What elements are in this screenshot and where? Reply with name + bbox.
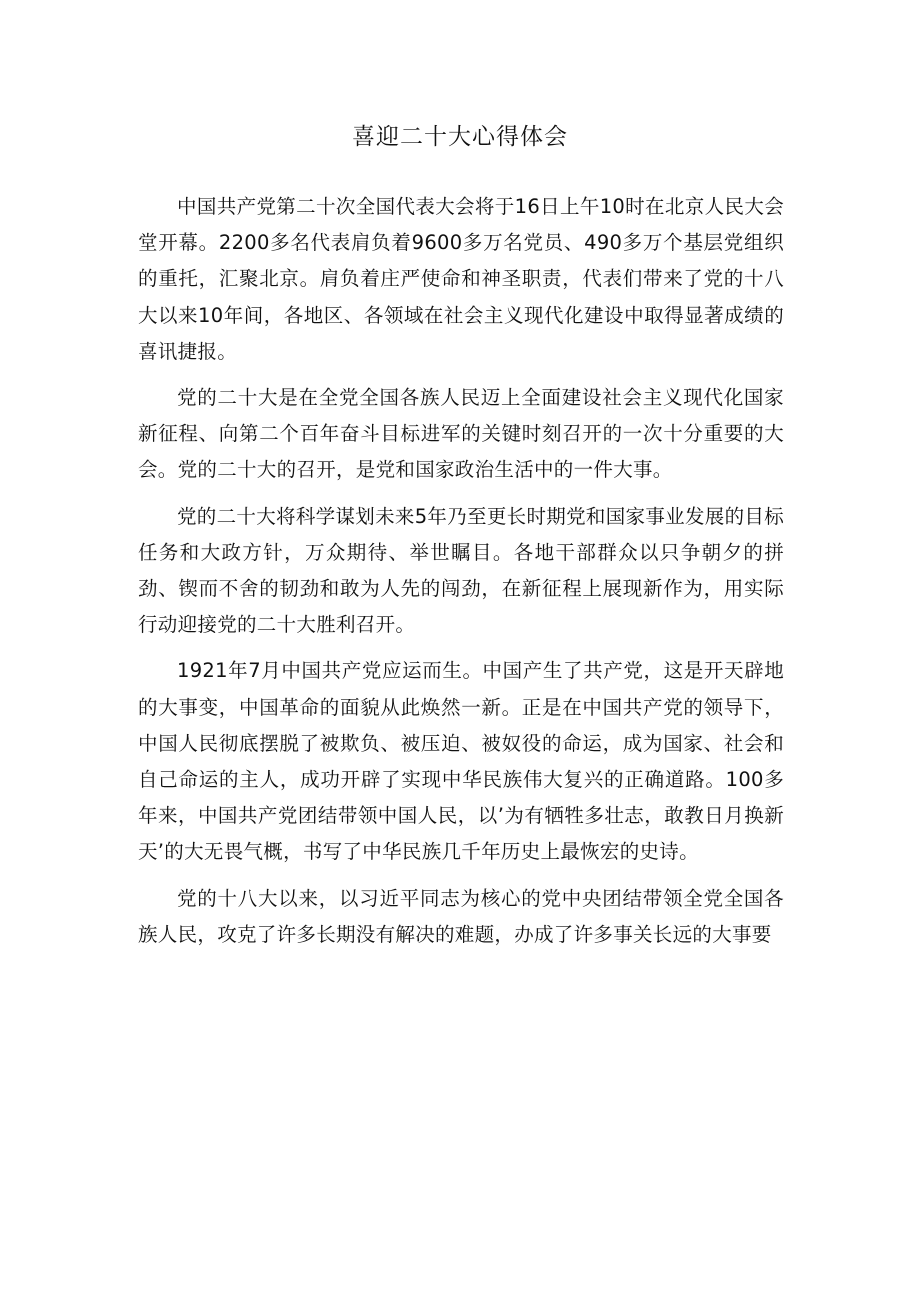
paragraph-1: 中国共产党第二十次全国代表大会将于16日上午10时在北京人民大会堂开幕。2200多名代表肩负着9600多万名党员、490多万个基层党组织的重托，汇聚北京。肩负着庄严使命和神圣职责，代表们带来了党的十八大以来10年间，各地区、各领域在社会主义现代化建设中取得显著成绩的喜讯捷报。 [138, 195, 784, 363]
paragraph-3: 党的二十大将科学谋划未来5年乃至更长时期党和国家事业发展的目标任务和大政方针，万众期待、举世瞩目。各地干部群众以只争朝夕的拼劲、锲而不舍的韧劲和敢为人先的闯劲，在新征程上展现新作为，用实际行动迎接党的二十大胜利召开。 [138, 504, 784, 637]
paragraph-5: 党的十八大以来，以习近平同志为核心的党中央团结带领全党全国各族人民，攻克了许多长期没有解决的难题，办成了许多事关长远的大事要 [138, 886, 784, 946]
document-title: 喜迎二十大心得体会 [352, 124, 568, 150]
document-body [138, 189, 784, 963]
paragraph-2: 党的二十大是在全党全国各族人民迈上全面建设社会主义现代化国家新征程、向第二个百年奋斗目标进军的关键时刻召开的一次十分重要的大会。党的二十大的召开，是党和国家政治生活中的一件大事。 [138, 386, 784, 482]
paragraph-4: 1921年7月中国共产党应运而生。中国产生了共产党，这是开天辟地的大事变，中国革命的面貌从此焕然一新。正是在中国共产党的领导下，中国人民彻底摆脱了被欺负、被压迫、被奴役的命运，成为国家、社会和自己命运的主人，成功开辟了实现中华民族伟大复兴的正确道路。100多年来，中国共产党团结带领中国人民，以’为有牺牲多壮志，敢教日月换新天’的大无畏气概，书写了中华民族几千年历史上最恢宏的史诗。 [138, 659, 784, 864]
